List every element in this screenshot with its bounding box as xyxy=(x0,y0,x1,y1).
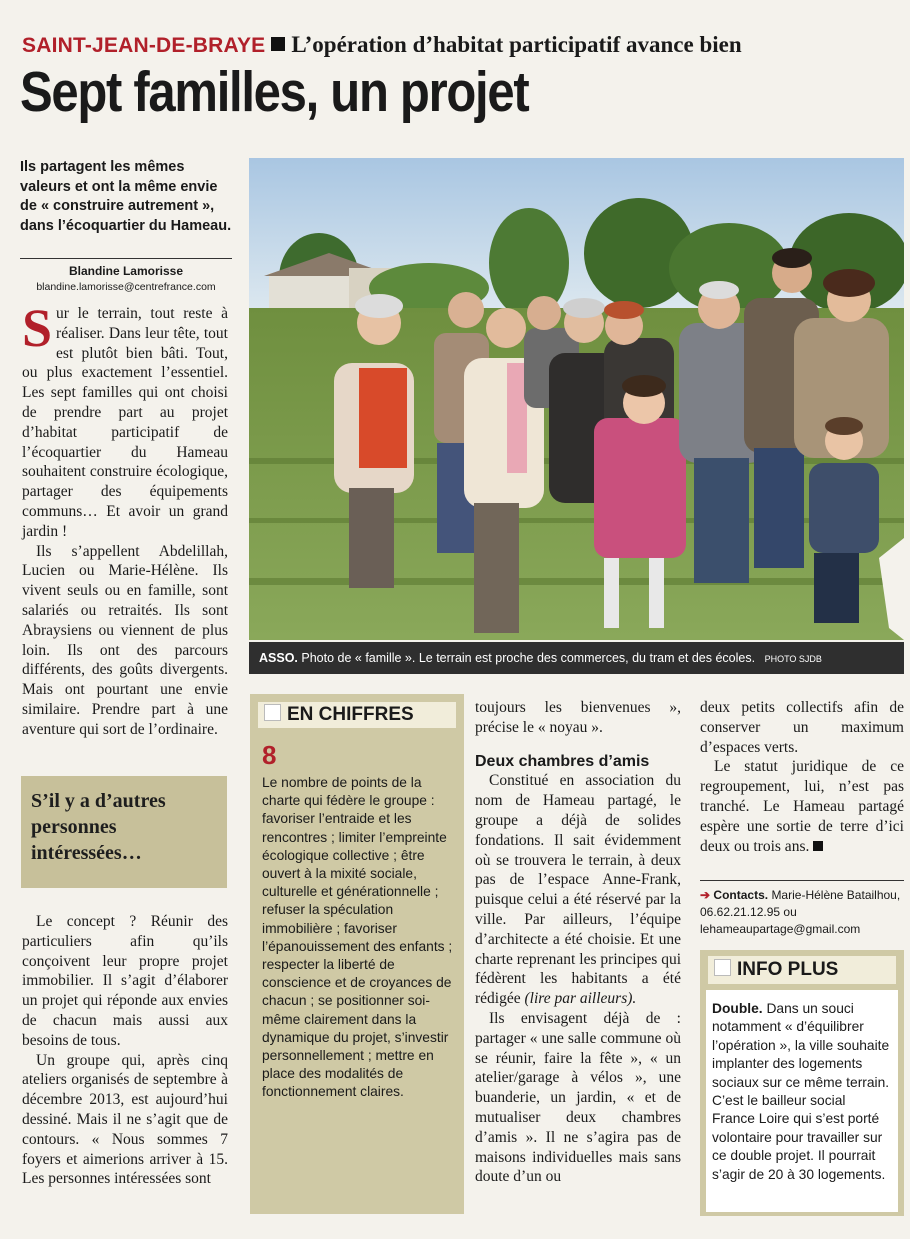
contacts-block xyxy=(700,880,904,938)
body-paragraph-2: Ils s’appellent Abdelillah, Lucien ou Marie-Hélène. Ils vivent seuls ou en famille, sont salariés ou retraités. Ils sont Abraysiens ou viennent de plus loin. Ils ont des parcours différents, des goûts divergents. Mais ont pourtant une envie similaire. Prendre part à une aventure qui sort de l’ordinaire. xyxy=(22,542,228,738)
group-photo-illustration xyxy=(249,158,904,640)
box-square-icon xyxy=(714,959,731,976)
en-chiffres-title xyxy=(258,702,456,728)
col3-paragraph-2: Constitué en association du nom de Hameau partagé, le groupe a déjà de solides fondations. Il sait évidemment où se trouvera le terrain, à deux pas de l’espace Anne-Frank, puisque celui a été réservé par la ville. Par ailleurs, l’équipe d’architecte a été choisie. Et une charte reprenant les principes qui fédèrent les habitants a été rédigée xyxy=(475,772,681,1008)
headline: Sept familles, un projet xyxy=(20,60,529,124)
pull-quote: S’il y a d’autres personnes intéressées… xyxy=(21,776,227,888)
author-name: Blandine Lamorisse xyxy=(68,264,184,278)
location-label: SAINT-JEAN-DE-BRAYE xyxy=(22,34,266,57)
byline-divider xyxy=(20,258,232,259)
dropcap: S xyxy=(22,298,53,358)
article-column-3 xyxy=(475,698,681,1187)
body-paragraph-3: Le concept ? Réunir des particuliers afin qu’ils conçoivent leur propre projet immobilier. Il s’agit d’élaborer un projet qui réponde aux envies de chacun mais aussi aux besoins de tous. xyxy=(22,913,228,1049)
author-email: blandine.lamorisse@centrefrance.com xyxy=(36,281,216,293)
subheading: Deux chambres d’amis xyxy=(475,752,650,770)
info-plus-title-text: INFO PLUS xyxy=(737,959,839,980)
col4-paragraph-2: Le statut juridique de ce regroupement, lui, n’est pas tranché. Le Hameau partagé espère une sortie de terre d’ici deux ou trois ans. xyxy=(700,758,904,855)
group-photo xyxy=(249,158,904,640)
col3-paragraph-3: Ils envisagent déjà de : partager « une salle commune où se réunir, faire la fête », « un atelier/garage à vélos », une buanderie, un jardin, « et de mutualiser deux chambres d’amis ». Il ne s’agira pas de maisons individuelles mais sans doute d’un ou xyxy=(475,1009,681,1186)
info-plus-body xyxy=(706,990,898,1212)
article-kicker xyxy=(22,32,742,58)
body-paragraph-4: Un groupe qui, après cinq ateliers organisés de septembre à décembre 2013, est aujourd’hui dessiné. Mais il ne s’agit que de contours. « Nous sommes 7 foyers et aimerions arriver à 15. Les personnes intéressées sont xyxy=(22,1051,228,1188)
info-plus-text: Dans un souci notamment « d’équilibrer l’opération », la ville souhaite implanter des logements sociaux sur ce même terrain. C’est le bailleur social France Loire qui s’est porté volontaire pour travailler sur ce double projet. Il pourrait s’agir de 20 à 30 logements. xyxy=(712,1001,890,1182)
box-square-icon xyxy=(264,704,281,721)
caption-label: ASSO. xyxy=(259,651,298,665)
end-mark-icon xyxy=(813,841,823,851)
article-column-1 xyxy=(22,298,228,740)
en-chiffres-number: 8 xyxy=(262,740,277,770)
separator-square-icon xyxy=(271,37,285,51)
photo-caption xyxy=(249,642,904,674)
cross-reference: (lire par ailleurs). xyxy=(524,990,637,1008)
col3-paragraph-1: toujours les bienvenues », précise le « noyau ». xyxy=(475,699,681,736)
en-chiffres-title-text: EN CHIFFRES xyxy=(287,704,414,725)
en-chiffres-text: Le nombre de points de la charte qui fédère le groupe : favoriser l’entraide et les rencontres ; limiter l’empreinte écologique collective ; être ouvert à la mixité sociale, culturelle et générationnelle ; refuser la spéculation immobilière ; favoriser l’épanouissement des enfants ; respecter la liberté de conscience et de croyances de chacun ; se positionner soi-même clairement dans la dynamique du projet, s’investir personnellement ; mettre en place des modalités de fonctionnement claires. xyxy=(262,775,453,1100)
lead-paragraph: Ils partagent les mêmes valeurs et ont la même envie de « construire autrement », dans l’écoquartier du Hameau. xyxy=(20,159,232,234)
photo-credit: PHOTO SJDB xyxy=(764,654,822,664)
article-subtitle: L’opération d’habitat participatif avance bien xyxy=(291,32,742,57)
info-plus-lead: Double. xyxy=(712,1001,763,1016)
article-column-4 xyxy=(700,698,904,856)
article-column-1-lower xyxy=(22,912,228,1189)
col4-paragraph-1: deux petits collectifs afin de conserver un maximum d’espaces verts. xyxy=(700,699,904,756)
info-plus-title xyxy=(708,956,896,984)
contacts-label: Contacts. xyxy=(713,888,769,902)
arrow-right-icon: ➔ xyxy=(700,888,711,902)
caption-text: Photo de « famille ». Le terrain est proche des commerces, du tram et des écoles. xyxy=(301,651,756,665)
contacts-text: Marie-Hélène Batailhou, 06.62.21.12.95 ou lehameaupartage@gmail.com xyxy=(700,888,901,936)
body-paragraph-1: ur le terrain, tout reste à réaliser. Dans leur tête, tout est plutôt bien bâti. Tout, ou plus exactement l’essentiel. Les sept familles qui ont choisi de prendre part au projet d’habitat participatif de l’écoquartier du Hameau souhaitent construire écologique, partager des équipements communs… Et avoir un grand jardin ! xyxy=(22,305,228,540)
